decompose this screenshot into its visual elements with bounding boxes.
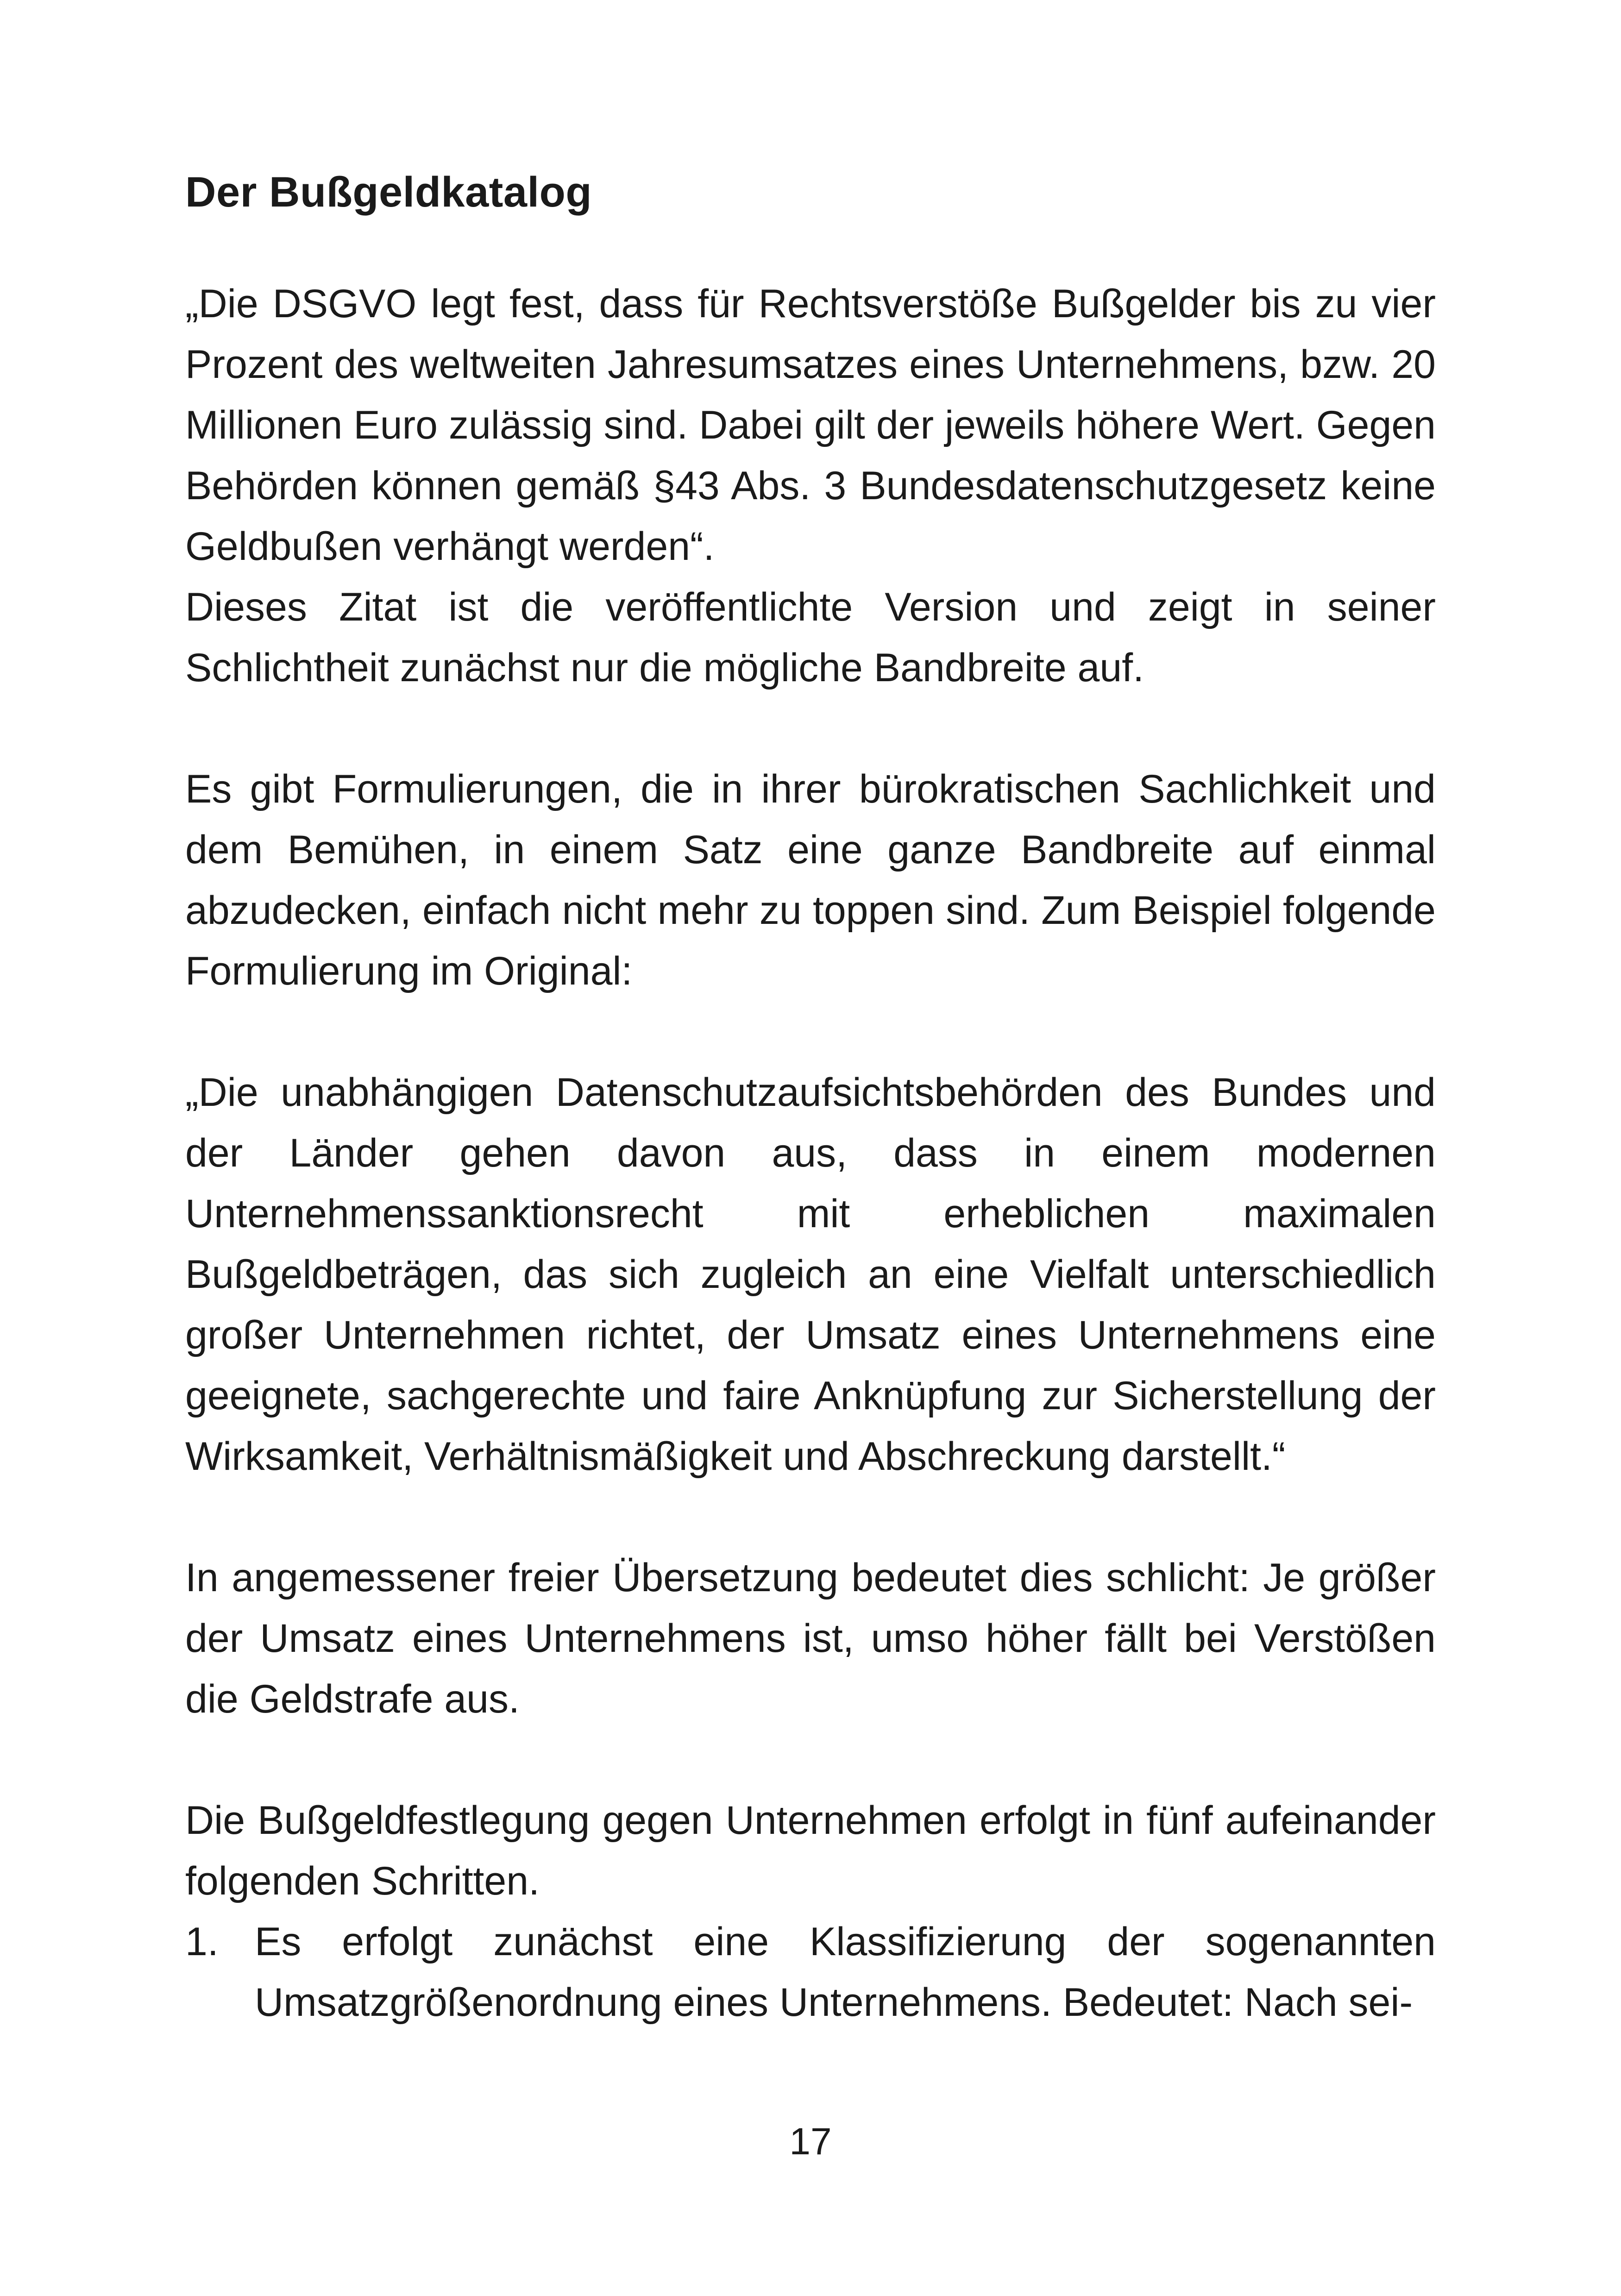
page-number: 17 xyxy=(789,2120,832,2163)
paragraph-quote-dsgvo: „Die DSGVO legt fest, dass für Rechtsverstöße Bußgelder bis zu vier Prozent des weltweiten Jahresumsatzes eines Unternehmens, bzw. 20 Millionen Euro zulässig sind. Dabei gilt der jeweils höhere Wert. Gegen Behörden können gemäß §43 Abs. 3 Bundesdatenschutzgesetz keine Geldbußen verhängt werden“. xyxy=(185,282,1436,569)
list-item xyxy=(185,1912,1436,2033)
list-item-text: Es erfolgt zunächst eine Klassifizierung der sogenannten Umsatzgrößenordnung eines Unternehmens. Bedeutet: Nach sei- xyxy=(255,1920,1436,2025)
steps-list xyxy=(185,1912,1436,2033)
page-content xyxy=(185,162,1436,2033)
paragraph-formulation-intro: Es gibt Formulierungen, die in ihrer bürokratischen Sachlichkeit und dem Bemühen, in einem Satz eine ganze Bandbreite auf einmal abzudecken, einfach nicht mehr zu toppen sind. Zum Beispiel folgende Formulierung im Original: xyxy=(185,767,1436,993)
paragraph-translation: In angemessener freier Übersetzung bedeutet dies schlicht: Je größer der Umsatz eines Unternehmens ist, umso höher fällt bei Verstößen die Geldstrafe aus. xyxy=(185,1556,1436,1721)
list-item-number: 1. xyxy=(185,1920,219,1964)
paragraph-steps-intro: Die Bußgeldfestlegung gegen Unternehmen erfolgt in fünf aufeinander folgenden Schritten. xyxy=(185,1798,1436,1903)
section-heading: Der Bußgeldkatalog xyxy=(185,169,592,216)
paragraph-quote-comment: Dieses Zitat ist die veröffentlichte Version und zeigt in seiner Schlichtheit zunächst nur die mögliche Bandbreite auf. xyxy=(185,585,1436,690)
paragraph-quote-authorities: „Die unabhängigen Datenschutzaufsichtsbehörden des Bundes und der Länder gehen davon aus, dass in einem modernen Unternehmenssanktionsrecht mit erheblichen maximalen Bußgeldbeträgen, das sich zugleich an eine Vielfalt unterschiedlich großer Unternehmen richtet, der Umsatz eines Unternehmens eine geeignete, sachgerechte und faire Anknüpfung zur Sicherstellung der Wirksamkeit, Verhältnismäßigkeit und Abschreckung darstellt.“ xyxy=(185,1070,1436,1479)
